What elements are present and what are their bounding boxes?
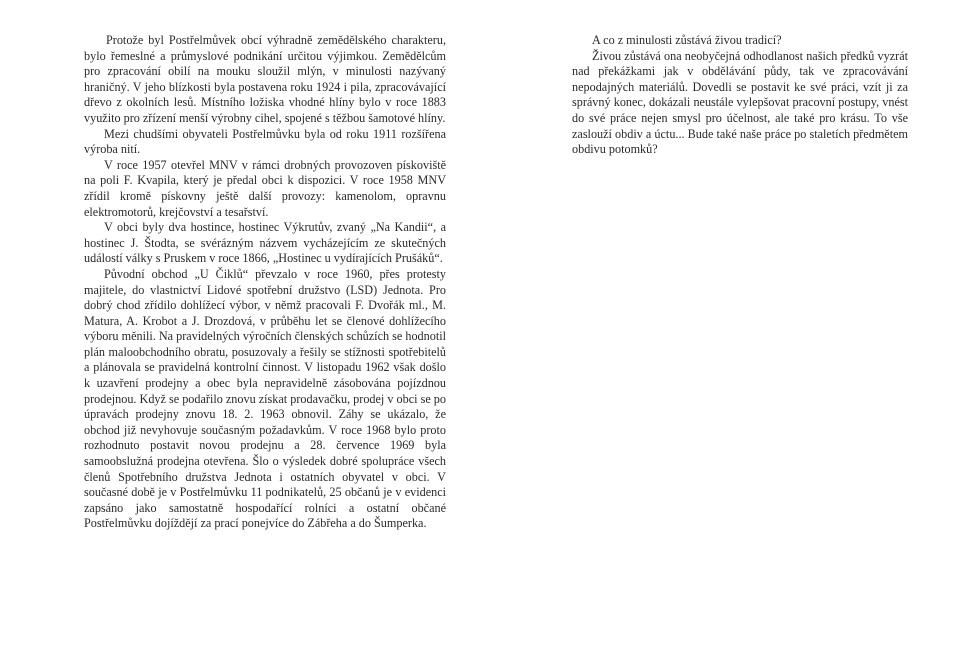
paragraph-mnv-operations: V roce 1957 otevřel MNV v rámci drobných provozoven pískoviště na poli F. Kvapila, který je předal obci k dispozici. V roce 1958 MNV zřídil kromě pískovny ještě další provozy: kamenolom, opravnu elektromotorů, krejčovství a tesařství.	[84, 157, 446, 219]
paragraph-crafts-industry: Protože byl Postřelmůvek obcí výhradně zemědělského charakteru, bylo řemeslné a průmyslové podnikání určitou výjimkou. Zemědělcům pro zpracování obilí na mouku sloužil mlýn, v minulosti nazývaný hraničný. V jeho blízkosti byla postavena roku 1924 i pila, zpracovávající dřevo z okolních lesů. Místního ložiska vhodné hlíny bylo v roce 1883 využito pro zřízení menší výrobny cihel, spojené s těžbou šamotové hlíny.	[84, 33, 446, 125]
paragraph-living-tradition: Živou zůstává ona neobyčejná odhodlanost našich předků vyzrát nad překážkami jak v obdělávání půdy, tak ve zpracovávání nepodajných materiálů. Dovedli se postavit ke své práci, vzít ji za správný konec, dokázali neustále vylepšovat pracovní postupy, vnést do své práce nejen smysl pro účelnost, ale také pro krásu. To vše zaslouží obdiv a úctu... Bude také naše práce po staletích předmětem obdivu potomků?	[572, 48, 908, 157]
paragraph-thread-production: Mezi chudšími obyvateli Postřelmůvku byla od roku 1911 rozšířena výroba nití.	[84, 126, 446, 157]
paragraph-shop-history: Původní obchod „U Čiklů“ převzalo v roce 1960, přes protesty majitele, do vlastnictví Lidové spotřební družstvo (LSD) Jednota. Pro dobrý chod zřídilo dohlížecí výbor, v němž pracovali F. Dvořák ml., M. Matura, A. Krobot a J. Drozdová, v průběhu let se členové dohlížecího výboru měnili. Na pravidelných výročních členských schůzích se hodnotil plán maloobchodního obratu, posuzovaly a řešily se stížnosti spotřebitelů a plánovala se pravidelná kontrolní činnost. V listopadu 1962 však došlo k uzavření prodejny a obec byla nepravidelně zásobována pojízdnou prodejnou. Když se podařilo znovu získat prodavačku, prodej v obci se po úpravách prodejny znovu 18. 2. 1963 obnovil. Záhy se ukázalo, že obchod již nevyhovuje současným požadavkům. V roce 1968 bylo proto rozhodnuto postavit novou prodejnu a 28. července 1969 byla samoobslužná prodejna otevřena. Šlo o výsledek dobré spolupráce všech členů Spotřebního družstva Jednota i ostatních obyvatel v obci. V současné době je v Postřelmůvku 11 podnikatelů, 25 občanů je v evidenci zapsáno jako samostatně hospodařící rolníci a ostatní občané Postřelmůvku dojíždějí za prací ponejvíce do Zábřeha a do Šumperka.	[84, 266, 446, 531]
left-page-text	[84, 33, 446, 532]
right-page-text	[572, 33, 908, 158]
paragraph-inns: V obci byly dva hostince, hostinec Výkrutův, zvaný „Na Kandii“, a hostinec J. Štodta, se svérázným názvem vycházejícím ze skutečných událostí války s Pruskem v roce 1866, „Hostinec u vydírajících Prušáků“.	[84, 220, 446, 266]
paragraph-question-tradition: A co z minulosti zůstává živou tradicí?	[592, 33, 782, 47]
